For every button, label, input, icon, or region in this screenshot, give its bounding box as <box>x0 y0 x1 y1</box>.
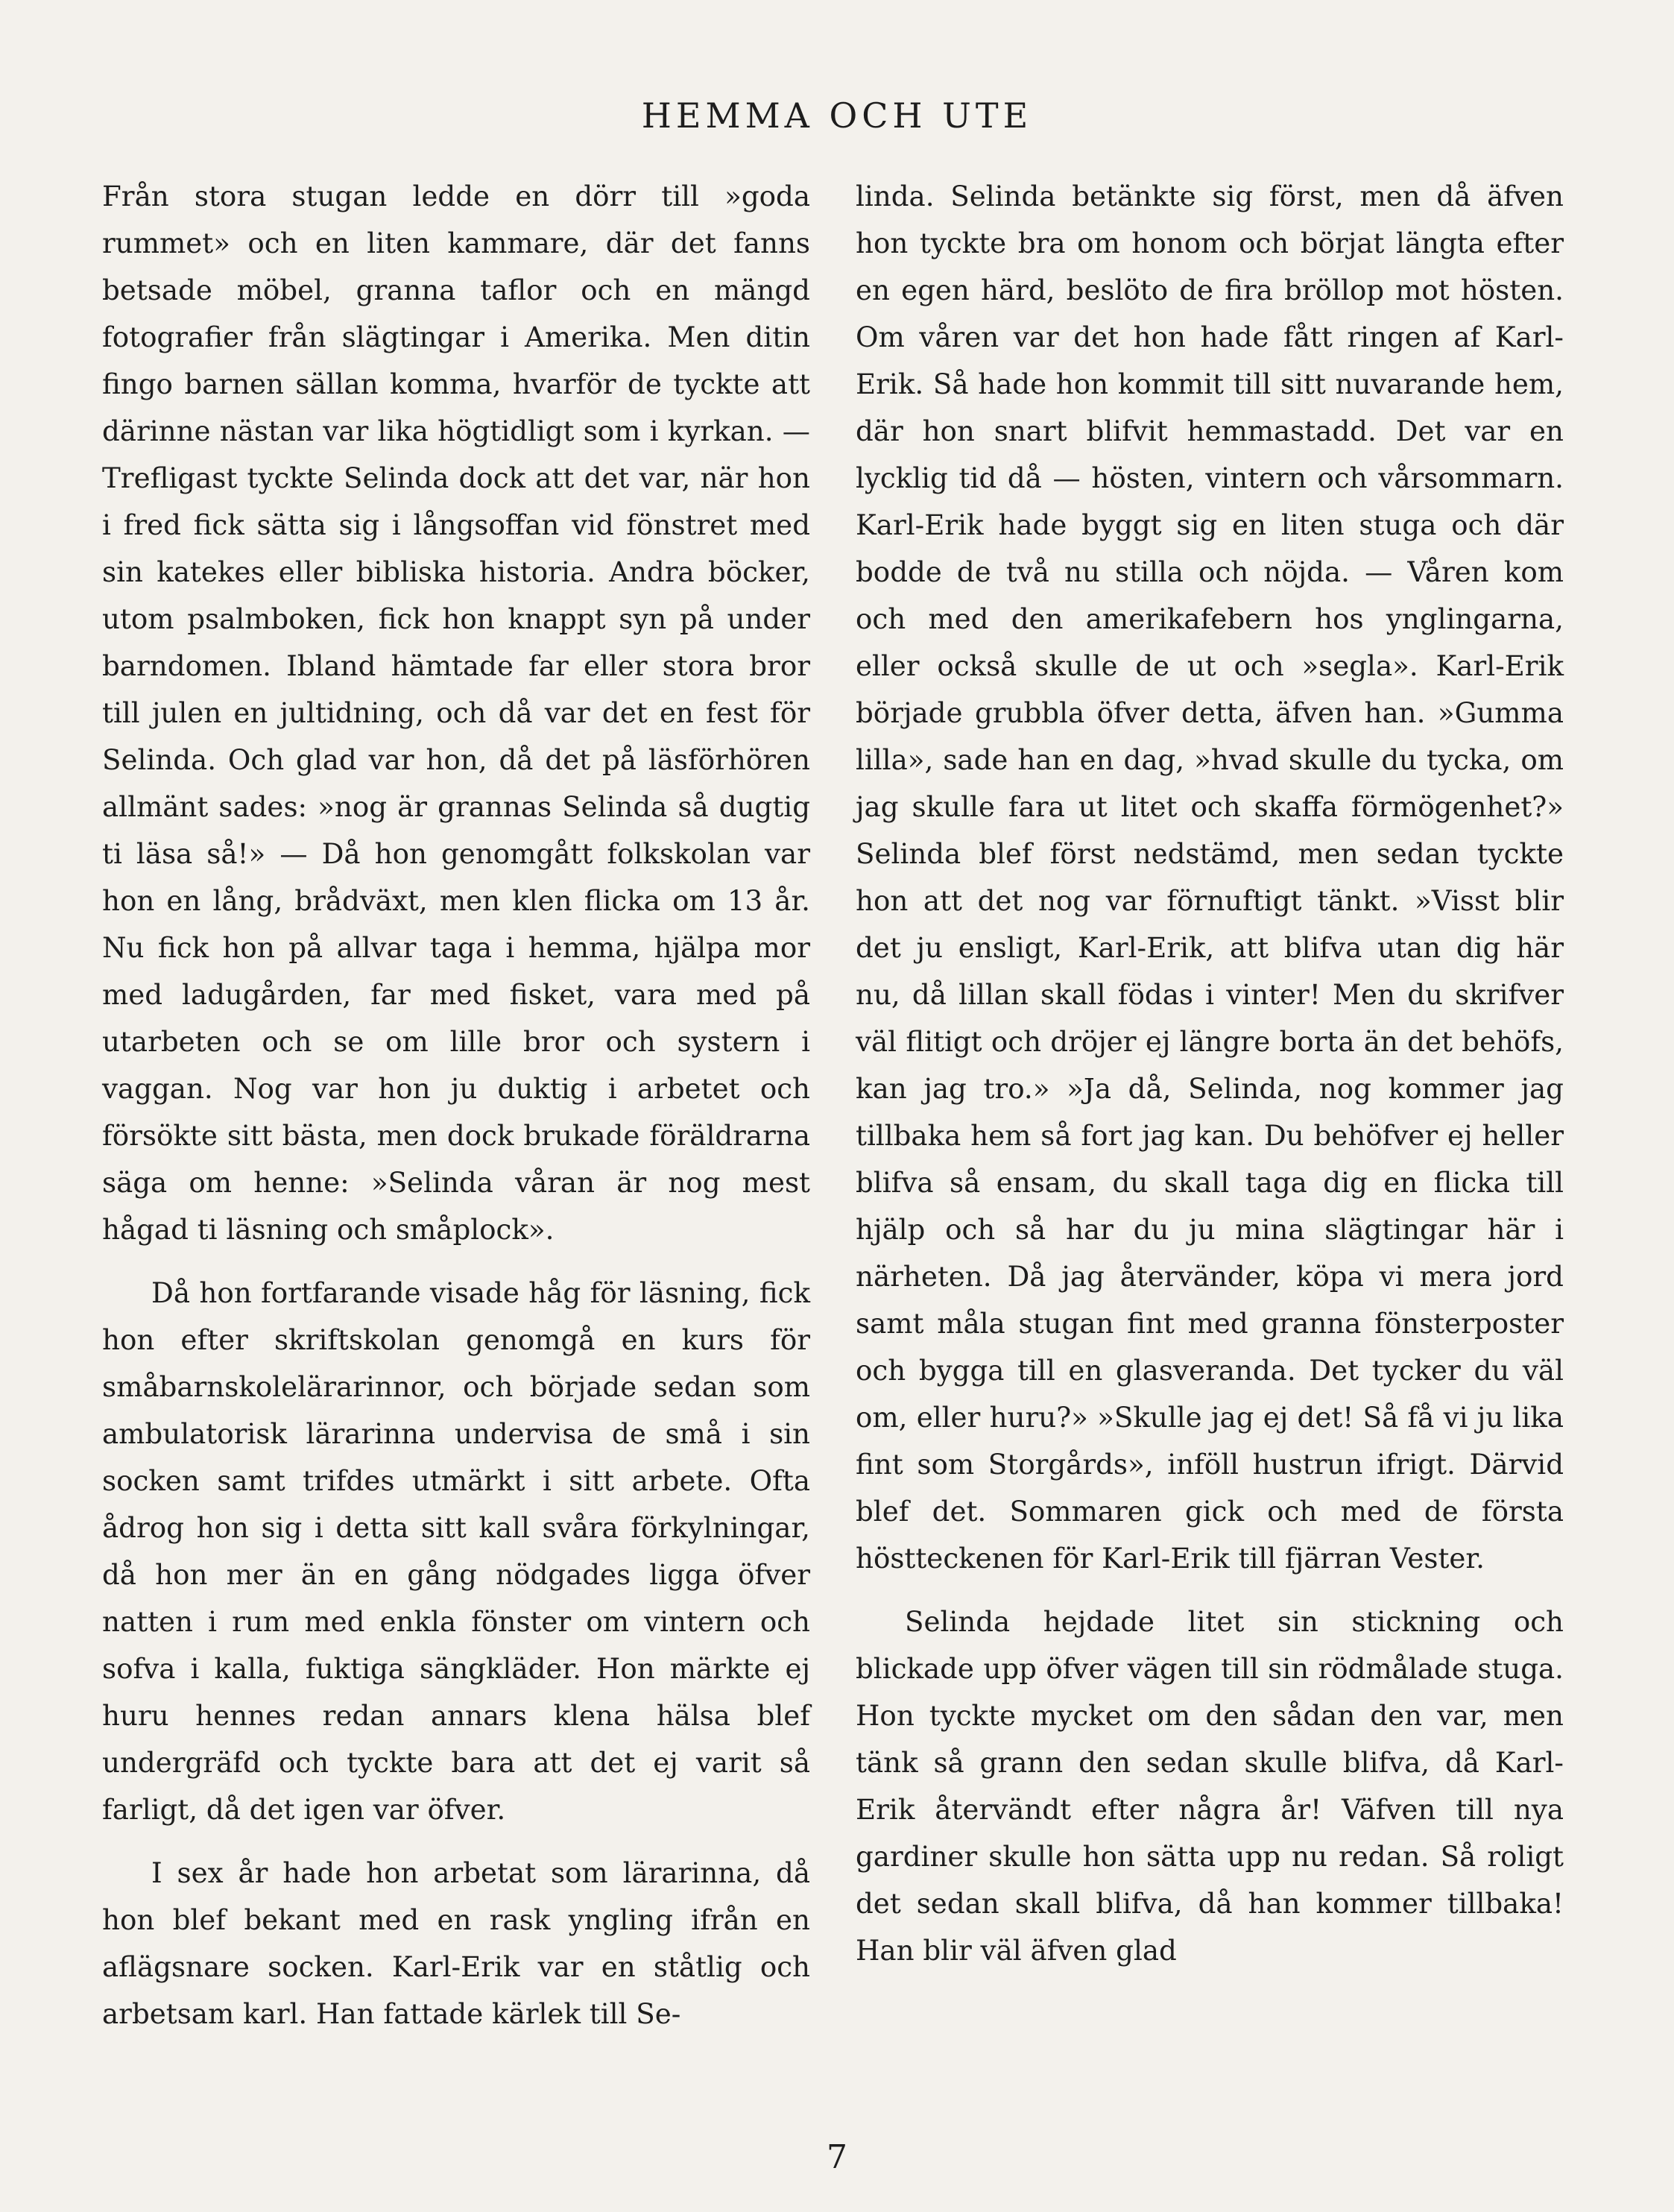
paragraph: I sex år hade hon arbetat som lärarinna, då hon blef bekant med en rask yngling ifrån en aflägsnare socken. Karl-Erik var en ståtlig och arbetsam karl. Han fattade kärlek till Se- <box>102 1856 810 2030</box>
running-header: HEMMA OCH UTE <box>641 95 1033 136</box>
right-column <box>856 173 1564 1974</box>
left-column <box>102 173 810 2038</box>
page-number: 7 <box>827 2138 847 2176</box>
paragraph: Från stora stugan ledde en dörr till »goda rummet» och en liten kammare, där det fanns betsade möbel, granna taflor och en mängd fotografier från slägtingar i Amerika. Men ditin fingo barnen sällan komma, hvarför de tyckte att därinne nästan var lika högtidligt som i kyrkan. — Trefligast tyckte Selinda dock att det var, när hon i fred fick sätta sig i långsoffan vid fönstret med sin katekes eller bibliska historia. Andra böcker, utom psalmboken, fick hon knappt syn på under barndomen. Ibland hämtade far eller stora bror till julen en jultidning, och då var det en fest för Selinda. Och glad var hon, då det på läsförhören allmänt sades: »nog är grannas Selinda så dugtig ti läsa så!» — Då hon genomgått folkskolan var hon en lång, brådväxt, men klen flicka om 13 år. Nu fick hon på allvar taga i hemma, hjälpa mor med ladugården, far med fisket, vara med på utarbeten och se om lille bror och systern i vaggan. Nog var hon ju duktig i arbetet och försökte sitt bästa, men dock brukade föräldrarna säga om henne: »Selinda våran är nog mest hågad ti läsning och småplock». <box>102 180 810 1246</box>
paragraph: Selinda hejdade litet sin stickning och blickade upp öfver vägen till sin rödmålade stuga. Hon tyckte mycket om den sådan den var, men tänk så grann den sedan skulle blifva, då Karl-Erik återvändt efter några år! Väfven till nya gardiner skulle hon sätta upp nu redan. Så roligt det sedan skall blifva, då han kommer tillbaka! Han blir väl äfven glad <box>856 1605 1564 1967</box>
paragraph: linda. Selinda betänkte sig först, men då äfven hon tyckte bra om honom och börjat längta efter en egen härd, beslöto de fira bröllop mot hösten. Om våren var det hon hade fått ringen af Karl-Erik. Så hade hon kommit till sitt nuvarande hem, där hon snart blifvit hemmastadd. Det var en lycklig tid då — hösten, vintern och vårsommarn. Karl-Erik hade byggt sig en liten stuga och där bodde de två nu stilla och nöjda. — Våren kom och med den amerikafebern hos ynglingarna, eller också skulle de ut och »segla». Karl-Erik började grubbla öfver detta, äfven han. »Gumma lilla», sade han en dag, »hvad skulle du tycka, om jag skulle fara ut litet och skaffa förmögenhet?» Selinda blef först nedstämd, men sedan tyckte hon att det nog var förnuftigt tänkt. »Visst blir det ju ensligt, Karl-Erik, att blifva utan dig här nu, då lillan skall födas i vinter! Men du skrifver väl flitigt och dröjer ej längre borta än det behöfs, kan jag tro.» »Ja då, Selinda, nog kommer jag tillbaka hem så fort jag kan. Du behöfver ej heller blifva så ensam, du skall taga dig en flicka till hjälp och så har du ju mina slägtingar här i närheten. Då jag återvänder, köpa vi mera jord samt måla stugan fint med granna fönsterposter och bygga till en glasveranda. Det tycker du väl om, eller huru?» »Skulle jag ej det! Så få vi ju lika fint som Storgårds», inföll hustrun ifrigt. Därvid blef det. Sommaren gick och med de första höstteckenen för Karl-Erik till fjärran Vester. <box>856 180 1564 1575</box>
paragraph: Då hon fortfarande visade håg för läsning, fick hon efter skriftskolan genomgå en kurs för småbarnskolelärarinnor, och började sedan som ambulatorisk lärarinna undervisa de små i sin socken samt trifdes utmärkt i sitt arbete. Ofta ådrog hon sig i detta sitt kall svåra förkylningar, då hon mer än en gång nödgades ligga öfver natten i rum med enkla fönster om vintern och sofva i kalla, fuktiga sängkläder. Hon märkte ej huru hennes redan annars klena hälsa blef undergräfd och tyckte bara att det ej varit så farligt, då det igen var öfver. <box>102 1276 810 1826</box>
